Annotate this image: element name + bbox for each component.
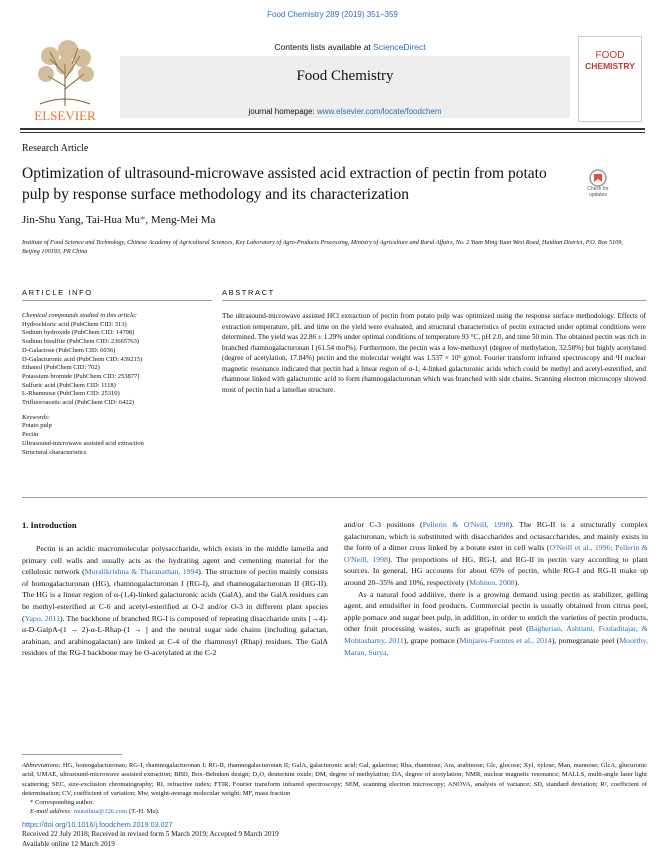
author-1[interactable]: Jin-Shu Yang, — [22, 214, 86, 226]
email-link[interactable]: mutaihua@126.com — [73, 808, 128, 816]
check-updates-label: Check for updates — [587, 186, 609, 198]
elsevier-logo — [20, 34, 110, 124]
citation-link[interactable]: Minjares-Fuentes et al., 2014 — [459, 635, 552, 645]
intro-paragraph — [344, 519, 648, 589]
corresponding-author: * Corresponding author. — [30, 799, 94, 807]
contents-prefix: Contents lists available at — [274, 42, 374, 52]
compound-item: Hydrochloric acid (PubChem CID: 313) — [22, 320, 127, 328]
intro-text: ). — [514, 577, 520, 587]
received-dates: Received 22 July 2018; Received in revised form 5 March 2019; Accepted 9 March 2019 — [22, 830, 279, 838]
compound-item: D-Galactose (PubChem CID: 6036) — [22, 346, 116, 354]
cover-title-line2: CHEMISTRY — [585, 61, 635, 71]
keyword-item: Pectin — [22, 431, 39, 439]
author-list — [22, 214, 215, 226]
compound-item: Sodium hydroxide (PubChem CID: 14798) — [22, 329, 135, 337]
intro-heading: 1. Introduction — [22, 520, 77, 530]
journal-cover[interactable] — [578, 36, 642, 122]
affiliation: Institute of Food Science and Technology, Chinese Academy of Agricultural Sciences, Key Laboratory of Agro-Products Processing, Ministry of Agriculture and Rural Affairs, No. 2 Yuan Ming Yuan West Road, Haidian District, P.O. Box 5109, Beijing 100193, PR China — [22, 239, 623, 255]
article-type: Research Article — [22, 143, 89, 154]
citation-link[interactable]: Mohnen, 2008 — [469, 577, 515, 587]
contents-line — [120, 42, 580, 52]
check-updates-icon — [578, 168, 618, 188]
footnote-rule — [22, 754, 122, 755]
compound-item: Trifluoroacetic acid (PubChem CID: 6422) — [22, 399, 135, 407]
journal-reference[interactable]: Food Chemistry 289 (2019) 351–359 — [267, 10, 398, 19]
intro-text: ), grape pomace ( — [403, 635, 460, 645]
author-3[interactable]: , Meng-Mei Ma — [145, 214, 216, 226]
abstract-text: The ultrasound-microwave assisted HCl extraction of pectin from potato pulp was optimized using the response surface methodology. Effects of extraction temperature, pH, and time on the yield were evaluated, and structural characteristics of pectin extracted under optimal conditions were determined. The yield was 22.86 ± 1.29% under optimal conditions of temperature 93 °C, pH 2.0, and time 50 min. The obtained pectin was rich in branched rhamnogalacturonan I (61.54 mol%). Furthermore, the pectin was a low-methoxyl (degree of methylation, 32.58%) but highly acetylated (degree of acetylation, 17.84%) pectin and the molecular weight was 1.537 × 10⁵ g/mol. Fourier transform infrared spectroscopy and ¹H nuclear magnetic resonance indicated that pectin had a linear region of α-1, 4-linked galacturonic acids which could be methyl and acetyl-esterified, and rhamnose linked with galacturonic acid to form rhamnogalacturonan which was branched with side chains. Scanning electron microscopy showed most of pectin had a lamellae structure. — [222, 312, 646, 394]
intro-text: ). The structure of pectin mainly consists of homogalacturonan (HG), rhamnogalacturonan I (RG-I), and rhamnogalacturonan II (RG-II). The HG is a linear region of α-(1,4)-linked galacturonic acids (GalA), and the GalA residues can be methyl-esterified at C-6 and acetyl-esterified at O-2 and/or O-3 in different plant species ( — [22, 567, 328, 623]
abbreviations — [22, 761, 647, 798]
cover-title-line1: FOOD — [595, 50, 625, 61]
email-label: E-mail address: — [30, 808, 74, 816]
citation-link[interactable]: Moorthy, Maran, Surya, — [344, 635, 648, 657]
abstract-heading: ABSTRACT — [222, 288, 275, 297]
journal-name: Food Chemistry — [296, 68, 394, 84]
intro-right-column — [344, 519, 648, 658]
intro-left-column — [22, 543, 328, 659]
article-title: Optimization of ultrasound-microwave assisted acid extraction of pectin from potato pulp by response surface methodology and its characterization — [22, 165, 547, 203]
compounds-label: Chemical compounds studied in this article: — [22, 312, 138, 319]
keyword-item: Ultrasound-microwave assisted acid extraction — [22, 439, 144, 447]
abbreviations-label: Abbreviations: — [22, 762, 61, 769]
compound-item: Sulfuric acid (PubChem CID: 1118) — [22, 381, 116, 389]
citation-link[interactable]: Muralikrishna & Tharanathan, 1994 — [84, 567, 199, 577]
citation-link[interactable]: Pellerin & O'Neill, 1998 — [422, 520, 510, 529]
citation-link[interactable]: Yapo, 2011 — [24, 613, 61, 623]
intro-text: ). The proportions of HG, RG-I, and RG-II in pectin vary according to plant sources. In general, HG accounts for about 65% of pectin, while RG-I and RG-II make up around 20–35% and 10%, respectively ( — [344, 554, 648, 587]
intro-text: ). The RG-II is a structurally complex galacturonan, which is substituted with disaccharides and octasaccharides, and mainly exists in the form of a dimer cross linked by a borate ester in cell walls ( — [344, 520, 648, 553]
citation-link[interactable]: O'Neill et al., 1996; Pellerin & O'Neill, 1998 — [344, 543, 648, 564]
available-online: Available online 12 March 2019 — [22, 839, 115, 848]
corresponding-mark[interactable]: * — [139, 214, 146, 226]
compound-item: D-Galacturonic acid (PubChem CID: 439215) — [22, 355, 143, 363]
email-line — [22, 807, 647, 816]
abbreviations-text: HG, homogalacturonan; RG-I, rhamnogalacturonan I; RG-II, rhamnogalacturonan II; GalA, galacturonic acid; Gal, galactose; Rha, rhamnose; Ara, arabinose; Glc, glucose; Xyl, xylose; Man, mannose; GlcA, glucuronic acid; UMAE, ultrasound-microwave assisted extraction; BBD, Box–Behnken design; D₂O, deuterium oxide; DM, degree of methylation; DA, degree of acetylation; NMR, nuclear magnetic resonance; MALLS, multi-angle laser light scattering; SEC, size-exclusion chromatography; RI, refractive index; FTIR, Fourier transform infrared spectroscopy; SEM, scanning electron microscopy; ANOVA, analysis of variance; SD, standard deviation; R², coefficient of determination; CV, coefficient of variation; Mw, weight-average molecular weight; MF, mass fraction — [22, 762, 647, 797]
elsevier-wordmark: ELSEVIER — [34, 108, 96, 123]
homepage-prefix: journal homepage: — [248, 107, 317, 116]
abstract-rule — [222, 300, 646, 301]
doi-link[interactable]: https://doi.org/10.1016/j.foodchem.2019.03.027 — [22, 820, 173, 829]
article-info — [22, 312, 212, 457]
article-info-rule — [22, 300, 212, 301]
intro-text: ). The backbone of branched RG-I is composed of repeating disaccharide units [→4)-α-D-GalpA-(1 → 2)-α-L-Rhap-(1 → ] and the neutral sugar side chains (including galactan, arabinan, and arabinogalactan) are linked at C-4 of the rhamnosyl (Rhap) residues. The GalA residues of the RG-I backbone may be O-acetylated at the C-2 — [22, 613, 329, 658]
compound-item: Sodium bisulfite (PubChem CID: 23665763) — [22, 338, 139, 346]
keyword-item: Structural characteristics — [22, 448, 87, 456]
keyword-item: Potato pulp — [22, 422, 52, 430]
footnotes — [22, 761, 647, 817]
publication-dates — [22, 830, 279, 849]
email-suffix: (T.-H. Mu). — [127, 808, 160, 816]
header-divider — [20, 132, 645, 133]
intro-paragraph — [344, 589, 648, 659]
keywords-label: Keywords: — [22, 413, 50, 421]
intro-text: and/or C-3 positions ( — [344, 520, 423, 529]
compound-item: Potassium bromide (PubChem CID: 253877) — [22, 372, 140, 380]
compound-item: L-Rhamnose (PubChem CID: 25310) — [22, 390, 120, 398]
check-for-updates-badge[interactable] — [578, 168, 618, 204]
intro-text: Pectin is an acidic macromolecular polysaccharide, which exists in the middle lamella and primary cell walls and usually acts as the hydrating agent and cementing material for the cellulosic network ( — [22, 544, 328, 577]
compound-item: Ethanol (PubChem CID: 702) — [22, 364, 100, 372]
article-info-heading: ARTICLE INFO — [22, 288, 93, 297]
citation-link[interactable]: Bagherian, Ashtiani, Fouladitajar, & Mohtashamy, 2011 — [344, 624, 648, 645]
sciencedirect-link[interactable]: ScienceDirect — [373, 42, 426, 52]
journal-homepage — [120, 107, 570, 116]
intro-text: ), pomegranate peel ( — [551, 635, 620, 645]
abstract-bottom-rule — [22, 497, 647, 498]
intro-text: As a natural food additive, there is a growing demand using pectin as stabilizer, gelling agent, and emulsifier in food products. Commercial pectin is usually obtained from citrus peel, apple pomace and sugar beet pulp, in addition, in order to enrich the varieties of pectin products, other fruit processing wastes, such as grapefruit peel ( — [344, 589, 648, 634]
homepage-link[interactable]: www.elsevier.com/locate/foodchem — [317, 107, 442, 116]
author-2[interactable]: Tai-Hua Mu — [86, 214, 140, 226]
